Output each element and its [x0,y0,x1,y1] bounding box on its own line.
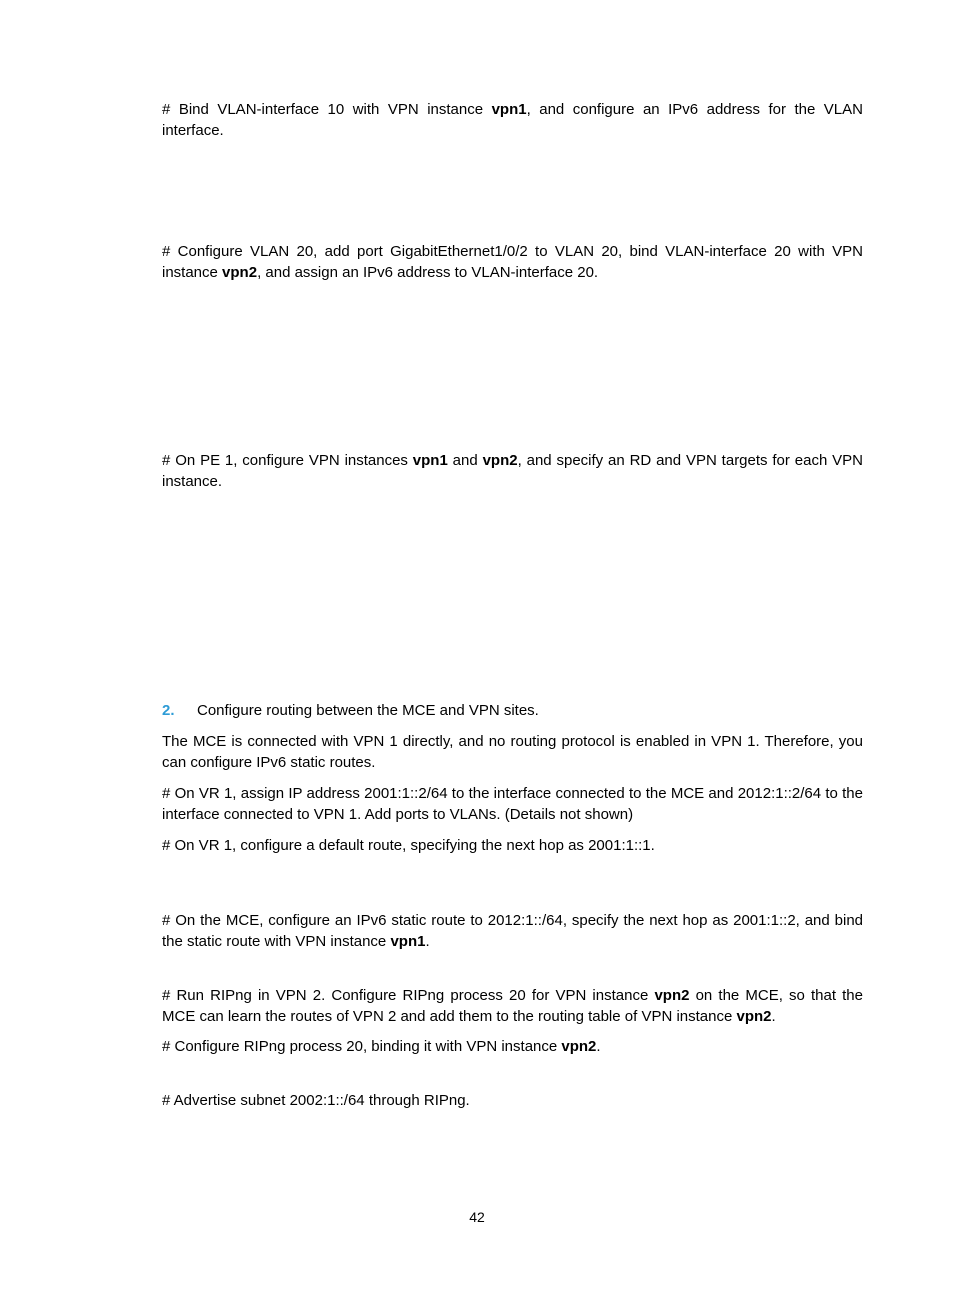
paragraph-bind-vlan10 [162,99,863,141]
bold-term: vpn2 [654,987,690,1004]
paragraph-vr1-default-route: # On VR 1, configure a default route, specifying the next hop as 2001:1::1. [162,837,655,854]
text: and [447,452,483,469]
text: , and configure an IPv6 address for the VLAN interface. [162,101,863,139]
bold-term: vpn1 [491,101,527,118]
text: , and specify an RD and VPN targets for each VPN instance. [162,452,863,490]
paragraph-configure-vlan20 [162,241,863,283]
text: # Run RIPng in VPN 2. Configure RIPng process 20 for VPN instance [162,987,655,1004]
step-heading: Configure routing between the MCE and VPN sites. [197,702,539,719]
text: # Bind VLAN-interface 10 with VPN instance [162,101,492,118]
paragraph-vr1-assign-ip: # On VR 1, assign IP address 2001:1::2/64 to the interface connected to the MCE and 2012:1::2/64 to the interface connected to VPN 1. Add ports to VLANs. (Details not shown) [162,785,863,823]
paragraph-run-ripng [162,985,863,1027]
paragraph-mce-static-route [162,910,863,952]
text: on the MCE, so that the MCE can learn the routes of VPN 2 and add them to the routing table of VPN instance [162,987,863,1025]
paragraph-ripng-process [162,1036,863,1057]
text: . [425,933,430,950]
text: , and assign an IPv6 address to VLAN-interface 20. [257,264,599,281]
paragraph-pe1-vpn-instances [162,450,863,492]
paragraph-advertise-subnet: # Advertise subnet 2002:1::/64 through RIPng. [162,1092,470,1109]
bold-term: vpn2 [482,452,518,469]
text: # On the MCE, configure an IPv6 static route to 2012:1::/64, specify the next hop as 2001:1::2, and bind the static route with VPN instance [162,912,863,950]
bold-term: vpn1 [390,933,426,950]
bold-term: vpn2 [561,1038,597,1055]
text: . [596,1038,601,1055]
bold-term: vpn2 [736,1008,772,1025]
paragraph-mce-connected: The MCE is connected with VPN 1 directly, and no routing protocol is enabled in VPN 1. Therefore, you can configure IPv6 static routes. [162,733,863,771]
step-number: 2. [162,702,175,719]
text: # Configure RIPng process 20, binding it with VPN instance [162,1038,562,1055]
text: # Configure VLAN 20, add port GigabitEthernet1/0/2 to VLAN 20, bind VLAN-interface 20 with VPN instance [162,243,863,281]
text: # On PE 1, configure VPN instances [162,452,413,469]
bold-term: vpn1 [412,452,448,469]
page-number: 42 [469,1209,485,1225]
bold-term: vpn2 [222,264,258,281]
text: . [771,1008,776,1025]
